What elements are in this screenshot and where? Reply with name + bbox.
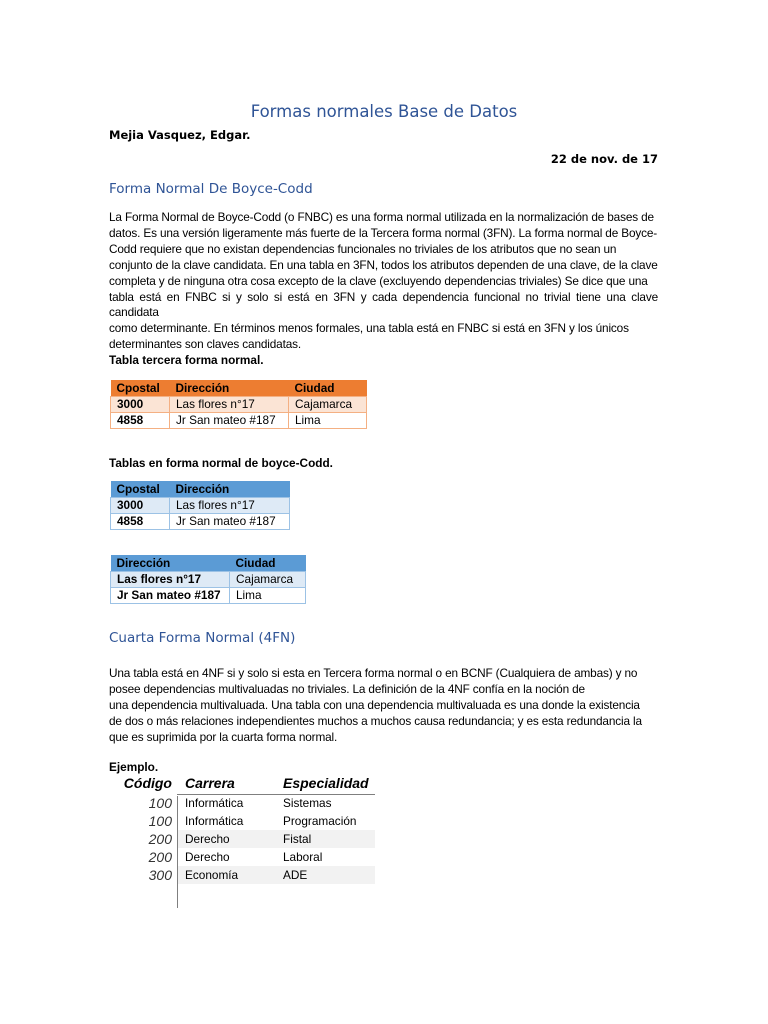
paragraph-line: de dos o más relaciones independientes muchos a muchos causa redundancia; y es esta redundancia la — [109, 713, 642, 728]
table-row — [109, 866, 375, 884]
paragraph-line: La Forma Normal de Boyce-Codd (o FNBC) es una forma normal utilizada en la normalización de bases de — [109, 210, 654, 224]
table-row — [109, 794, 375, 812]
column-header: Cpostal — [111, 380, 170, 397]
paragraph-line: que es suprimida por la cuarta forma normal. — [109, 729, 338, 744]
example-table — [109, 774, 379, 909]
table-cell: Economía — [185, 868, 239, 882]
table-cell: Lima — [230, 588, 306, 604]
paragraph-bcnf — [109, 210, 658, 353]
table-cell: 3000 — [111, 397, 170, 413]
table-cell: 3000 — [111, 498, 170, 514]
table-row — [109, 812, 375, 830]
table-cell: 4858 — [111, 413, 170, 429]
paragraph-line: posee dependencias multivaluadas no triviales. La definición de la 4NF confía en la noción de — [109, 681, 585, 696]
table-row — [111, 498, 290, 514]
paragraph-line: una dependencia multivaluada. Una tabla con una dependencia multivaluada es una donde la existencia — [109, 697, 640, 712]
paragraph-line: completa y de ninguna otra cosa excepto de la clave (excluyendo dependencias triviales) Se dice que una — [109, 273, 648, 288]
paragraph-line: tabla está en FNBC si y solo si está en 3FN y cada dependencia funcional no trivial tiene una clave candidata — [109, 289, 658, 320]
table1-label: Tabla tercera forma normal. — [109, 353, 264, 367]
column-header: Cpostal — [111, 481, 170, 498]
paragraph-line: como determinante. En términos menos formales, una tabla está en FNBC si está en 3FN y los únicos — [109, 321, 629, 336]
section-heading-4fn: Cuarta Forma Normal (4FN) — [109, 630, 296, 646]
table-row — [109, 848, 375, 866]
table2-label: Tablas en forma normal de boyce-Codd. — [109, 456, 333, 470]
section-heading-bcnf: Forma Normal De Boyce-Codd — [109, 181, 313, 197]
author-name: Mejia Vasquez, Edgar. — [109, 128, 251, 142]
table-cell: ADE — [283, 868, 308, 882]
column-header: Dirección — [111, 555, 230, 572]
table-cell: 200 — [148, 831, 172, 847]
table-cell: Las flores n°17 — [111, 572, 230, 588]
table-row — [111, 588, 306, 604]
example-header-row — [109, 774, 375, 792]
table-cell: Fistal — [283, 832, 312, 846]
table-row — [111, 572, 306, 588]
paragraph-line: conjunto de la clave candidata. En una tabla en 3FN, todos los atributos dependen de una clave, de la clave — [109, 257, 658, 272]
table-cell: 4858 — [111, 514, 170, 530]
column-header: Dirección — [170, 380, 289, 397]
table-cell: Jr San mateo #187 — [111, 588, 230, 604]
table-bcnf-postal — [110, 481, 290, 530]
column-header: Ciudad — [289, 380, 367, 397]
document-date: 22 de nov. de 17 — [550, 152, 658, 166]
table-bcnf-city — [110, 555, 306, 604]
table-cell: Cajamarca — [230, 572, 306, 588]
table-cell: Jr San mateo #187 — [170, 413, 289, 429]
column-header: Carrera — [185, 775, 235, 791]
paragraph-line: Codd requiere que no existan dependencias funcionales no triviales de los atributos que no sean un — [109, 241, 617, 256]
table-row — [111, 397, 367, 413]
paragraph-line: determinantes son claves candidatas. — [109, 337, 301, 352]
table-cell: 300 — [148, 867, 172, 883]
paragraph-4fn — [109, 666, 658, 746]
table-row — [111, 413, 367, 429]
paragraph-line: Una tabla está en 4NF si y solo si esta en Tercera forma normal o en BCNF (Cualquiera de ambas) y no — [109, 666, 638, 680]
table-cell: Derecho — [185, 850, 230, 864]
table-cell: Las flores n°17 — [170, 397, 289, 413]
table-cell: Programación — [283, 814, 357, 828]
table-cell: Jr San mateo #187 — [170, 514, 290, 530]
paragraph-line: datos. Es una versión ligeramente más fuerte de la Tercera forma normal (3FN). La forma normal de Boyce- — [109, 225, 658, 240]
table-cell: Informática — [185, 814, 244, 828]
table-cell: Laboral — [283, 850, 323, 864]
column-header: Ciudad — [230, 555, 306, 572]
table-third-normal-form — [110, 380, 367, 429]
table-row — [111, 514, 290, 530]
table-cell: 100 — [148, 813, 172, 829]
table-cell: Informática — [185, 796, 244, 810]
column-header: Especialidad — [283, 775, 369, 791]
table-cell: Las flores n°17 — [170, 498, 290, 514]
table-cell: Cajamarca — [289, 397, 367, 413]
table-cell: Lima — [289, 413, 367, 429]
table-cell: 100 — [148, 795, 172, 811]
table-cell: Sistemas — [283, 796, 332, 810]
table-cell: Derecho — [185, 832, 230, 846]
column-header: Código — [123, 775, 172, 791]
document-title: Formas normales Base de Datos — [250, 102, 518, 121]
column-header: Dirección — [170, 481, 290, 498]
table-row — [109, 830, 375, 848]
table-cell: 200 — [148, 849, 172, 865]
example-label: Ejemplo. — [109, 760, 159, 774]
